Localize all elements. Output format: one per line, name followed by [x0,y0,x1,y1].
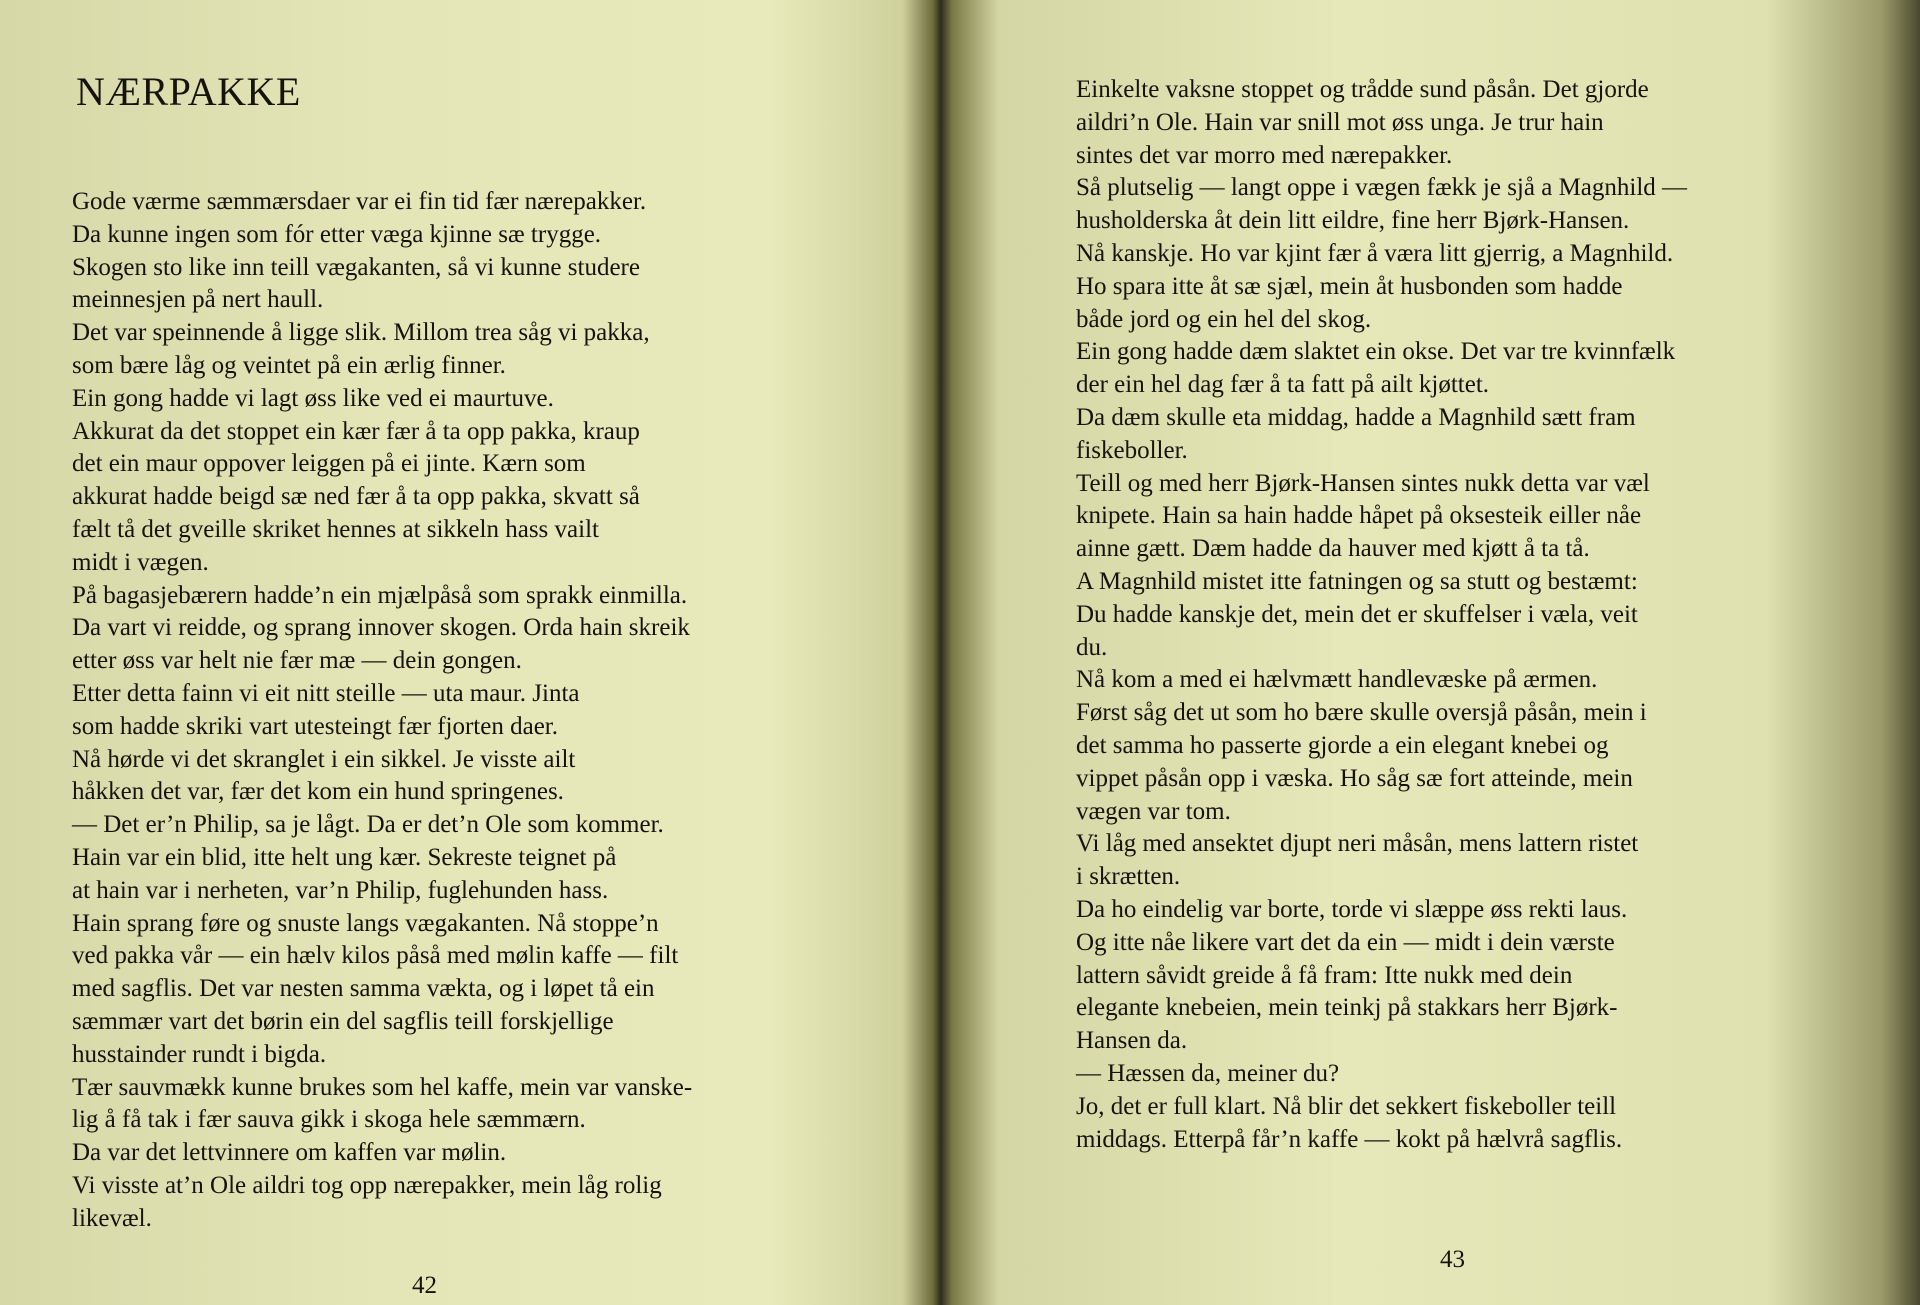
text-line: husholderska åt dein litt eildre, fine herr Bjørk-Hansen. [1076,207,1630,235]
text-line: sintes det var morro med nærepakker. [1076,141,1453,169]
text-line: Så plutselig — langt oppe i vægen fækk je sjå a Magnhild — [1076,174,1688,202]
text-line: Vi låg med ansektet djupt neri måsån, mens lattern ristet [1076,830,1639,858]
text-line: Hain var ein blid, itte helt ung kær. Sekreste teignet på [72,843,617,871]
text-line: vægen var tom. [1076,797,1231,825]
text-line: Da vart vi reidde, og sprang innover skogen. Orda hain skreik [72,614,690,642]
text-line: både jord og ein hel del skog. [1076,305,1372,333]
text-line: der ein hel dag fær å ta fatt på ailt kjøttet. [1076,371,1490,399]
text-line: det samma ho passerte gjorde a ein elegant knebei og [1076,731,1609,759]
text-line: Tær sauvmækk kunne brukes som hel kaffe, mein var vanske- [72,1073,693,1101]
right-page [940,0,1920,1305]
chapter-title: NÆRPAKKE [76,69,301,114]
text-line: Da kunne ingen som fór etter væga kjinne sæ trygge. [72,220,602,248]
text-line: Hansen da. [1076,1027,1188,1055]
text-line: Ein gong hadde dæm slaktet ein okse. Det var tre kvinnfælk [1076,338,1676,366]
text-line: middags. Etterpå får’n kaffe — kokt på hælvrå sagflis. [1076,1125,1623,1153]
text-line: likevæl. [72,1204,152,1232]
text-line: Einkelte vaksne stoppet og trådde sund påsån. Det gjorde [1076,76,1649,103]
text-line: midt i vægen. [72,548,209,576]
text-line: Det var speinnende å ligge slik. Millom trea såg vi pakka, [72,319,650,347]
text-line: ved pakka vår — ein hælv kilos påså med mølin kaffe — filt [72,942,679,970]
left-page-text [72,186,862,1236]
text-line: elegante knebeien, mein teinkj på stakkars herr Bjørk- [1076,994,1618,1022]
text-line: lig å få tak i fær sauva gikk i skoga hele sæmmærn. [72,1106,586,1134]
text-line: lattern såvidt greide å få fram: Itte nukk med dein [1076,961,1573,989]
text-line: Nå kanskje. Ho var kjint fær å væra litt gjerrig, a Magnhild. [1076,239,1674,267]
text-line: fiskeboller. [1076,436,1188,464]
text-line: aildri’n Ole. Hain var snill mot øss unga. Je trur hain [1076,108,1604,136]
text-line: som hadde skriki vart utesteingt fær fjorten daer. [72,712,558,740]
text-line: Vi visste at’n Ole aildri tog opp nærepakker, mein låg rolig [72,1171,662,1199]
text-line: Først såg det ut som ho bære skulle oversjå påsån, mein i [1076,699,1647,727]
text-line: med sagflis. Det var nesten samma vækta, og i løpet tå ein [72,975,655,1003]
page-number-left: 42 [412,1272,437,1299]
text-line: sæmmær vart det børin ein del sagflis teill forskjellige [72,1007,614,1035]
text-line: at hain var i nerheten, var’n Philip, fuglehunden hass. [72,876,609,904]
text-line: ainne gætt. Dæm hadde da hauver med kjøtt å ta tå. [1076,535,1590,563]
text-line: husstainder rundt i bigda. [72,1040,327,1068]
right-page-text [1076,74,1876,1156]
text-line: Du hadde kanskje det, mein det er skuffelser i væla, veit [1076,600,1638,628]
text-line: Nå hørde vi det skranglet i ein sikkel. Je visste ailt [72,745,576,773]
text-line: Nå kom a med ei hælvmætt handlevæske på ærmen. [1076,666,1598,694]
page-number-right: 43 [1440,1246,1465,1273]
text-line: På bagasjebærern hadde’n ein mjælpåså som sprakk einmilla. [72,581,688,609]
text-line: Og itte nåe likere vart det da ein — midt i dein værste [1076,928,1615,956]
text-line: håkken det var, fær det kom ein hund springenes. [72,778,564,806]
text-line: — Hæssen da, meiner du? [1076,1059,1340,1087]
text-line: Skogen sto like inn teill vægakanten, så vi kunne studere [72,253,640,281]
text-line: Gode værme sæmmærsdaer var ei fin tid fær nærepakker. [72,188,647,215]
left-page [0,0,940,1305]
text-line: Akkurat da det stoppet ein kær fær å ta opp pakka, kraup [72,417,640,445]
text-line: som bære låg og veintet på ein ærlig finner. [72,351,506,379]
text-line: fælt tå det gveille skriket hennes at sikkeln hass vailt [72,515,599,543]
text-line: Etter detta fainn vi eit nitt steille — uta maur. Jinta [72,679,580,707]
text-line: Da dæm skulle eta middag, hadde a Magnhild sætt fram [1076,403,1636,431]
text-line: Da var det lettvinnere om kaffen var mølin. [72,1139,507,1167]
text-line: vippet påsån opp i væska. Ho såg sæ fort atteinde, mein [1076,764,1633,792]
text-line: Ho spara itte åt sæ sjæl, mein åt husbonden som hadde [1076,272,1623,300]
text-line: knipete. Hain sa hain hadde håpet på oksesteik eiller nåe [1076,502,1642,530]
text-line: du. [1076,633,1108,661]
text-line: akkurat hadde beigd sæ ned fær å ta opp pakka, skvatt så [72,483,640,511]
text-line: meinnesjen på nert haull. [72,286,324,314]
text-line: det ein maur oppover leiggen på ei jinte. Kærn som [72,450,586,478]
text-line: — Det er’n Philip, sa je lågt. Da er det’n Ole som kommer. [72,811,664,839]
text-line: A Magnhild mistet itte fatningen og sa stutt og bestæmt: [1076,567,1638,595]
text-line: Hain sprang føre og snuste langs vægakanten. Nå stoppe’n [72,909,659,937]
text-line: Jo, det er full klart. Nå blir det sekkert fiskeboller teill [1076,1092,1617,1120]
text-line: Da ho eindelig var borte, torde vi slæppe øss rekti laus. [1076,895,1628,923]
text-line: Teill og med herr Bjørk-Hansen sintes nukk detta var væl [1076,469,1650,497]
text-line: Ein gong hadde vi lagt øss like ved ei maurtuve. [72,384,554,412]
text-line: etter øss var helt nie fær mæ — dein gongen. [72,647,522,675]
text-line: i skrætten. [1076,863,1181,891]
